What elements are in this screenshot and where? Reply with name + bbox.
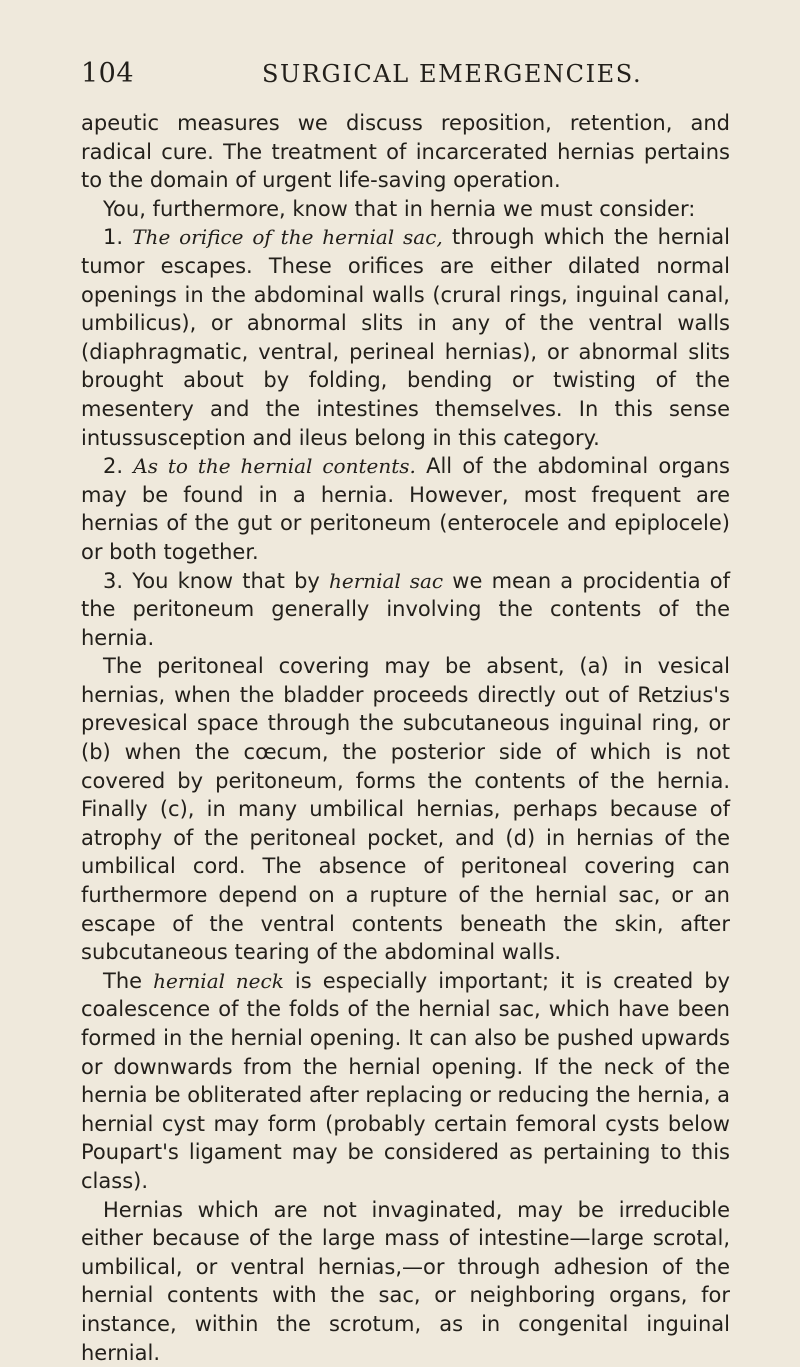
- paragraph: [81, 967, 730, 1196]
- paragraph: [81, 1196, 730, 1367]
- paragraph-lead: 2.: [103, 454, 134, 479]
- paragraph: [81, 109, 730, 195]
- paragraph: [81, 452, 730, 566]
- paragraph: [81, 652, 730, 967]
- paragraph: [81, 567, 730, 653]
- italic-term: The orifice of the hernial sac,: [132, 225, 443, 250]
- paragraph-text: All of the abdominal organs may be found in a hernia. However, most frequent are hernias of the gut or peritoneum (enterocele and epiplocele) or both together.: [81, 454, 730, 564]
- paragraph-text: Hernias which are not invaginated, may be irreducible either because of the large mass of intestine—large scrotal, umbilical, or ventral hernias,—or through adhesion of the hernial contents with the sac, or neighboring organs, for instance, within the scrotum, as in congenital inguinal hernial.: [81, 1197, 730, 1365]
- paragraph-lead: 1.: [103, 225, 133, 250]
- paragraph: [81, 223, 730, 452]
- paragraph: [81, 195, 730, 224]
- paragraph-lead: The: [103, 968, 154, 993]
- body-text: [81, 109, 730, 1367]
- paragraph-text: is especially important; it is created by coalescence of the folds of the hernial sac, which have been formed in the hernial opening. It can also be pushed upwards or downwards from the hernial opening. If the neck of the hernia be obliterated after replacing or reducing the hernia, a hernial cyst may form (probably certain femoral cysts below Poupart's ligament may be considered as pertaining to this class).: [81, 968, 730, 1193]
- page-header: [81, 58, 730, 90]
- running-head: SURGICAL EMERGENCIES.: [262, 60, 643, 88]
- paragraph-text: through which the hernial tumor escapes. These orifices are either dilated normal openings in the abdominal walls (crural rings, inguinal canal, umbilicus), or abnormal slits in any of the ventral walls (diaphragmatic, ventral, perineal hernias), or abnormal slits brought about by folding, bending or twisting of the mesentery and the intestines themselves. In this sense intussusception and ileus belong in this category.: [81, 225, 730, 450]
- paragraph-text: apeutic measures we discuss reposition, retention, and radical cure. The treatment of incarcerated hernias pertains to the domain of urgent life-saving operation.: [81, 111, 730, 193]
- italic-term: As to the hernial contents.: [133, 454, 416, 479]
- paragraph-text: You, furthermore, know that in hernia we must consider:: [103, 196, 696, 221]
- paragraph-text: The peritoneal covering may be absent, (a) in vesical hernias, when the bladder proceeds directly out of Retzius's prevesical space through the subcutaneous inguinal ring, or (b) when the cœcum, the posterior side of which is not covered by peritoneum, forms the contents of the hernia. Finally (c), in many umbilical hernias, perhaps because of atrophy of the peritoneal pocket, and (d) in hernias of the umbilical cord. The absence of peritoneal covering can furthermore depend on a rupture of the hernial sac, or an escape of the ventral contents beneath the skin, after subcutaneous tearing of the abdominal walls.: [81, 654, 730, 965]
- italic-term: hernial neck: [153, 968, 284, 993]
- page-number: 104: [81, 58, 135, 89]
- paragraph-lead: 3. You know that by: [103, 568, 329, 593]
- paragraph-text: we mean a procidentia of the peritoneum generally involving the contents of the hernia.: [81, 568, 730, 650]
- italic-term: hernial sac: [329, 568, 444, 593]
